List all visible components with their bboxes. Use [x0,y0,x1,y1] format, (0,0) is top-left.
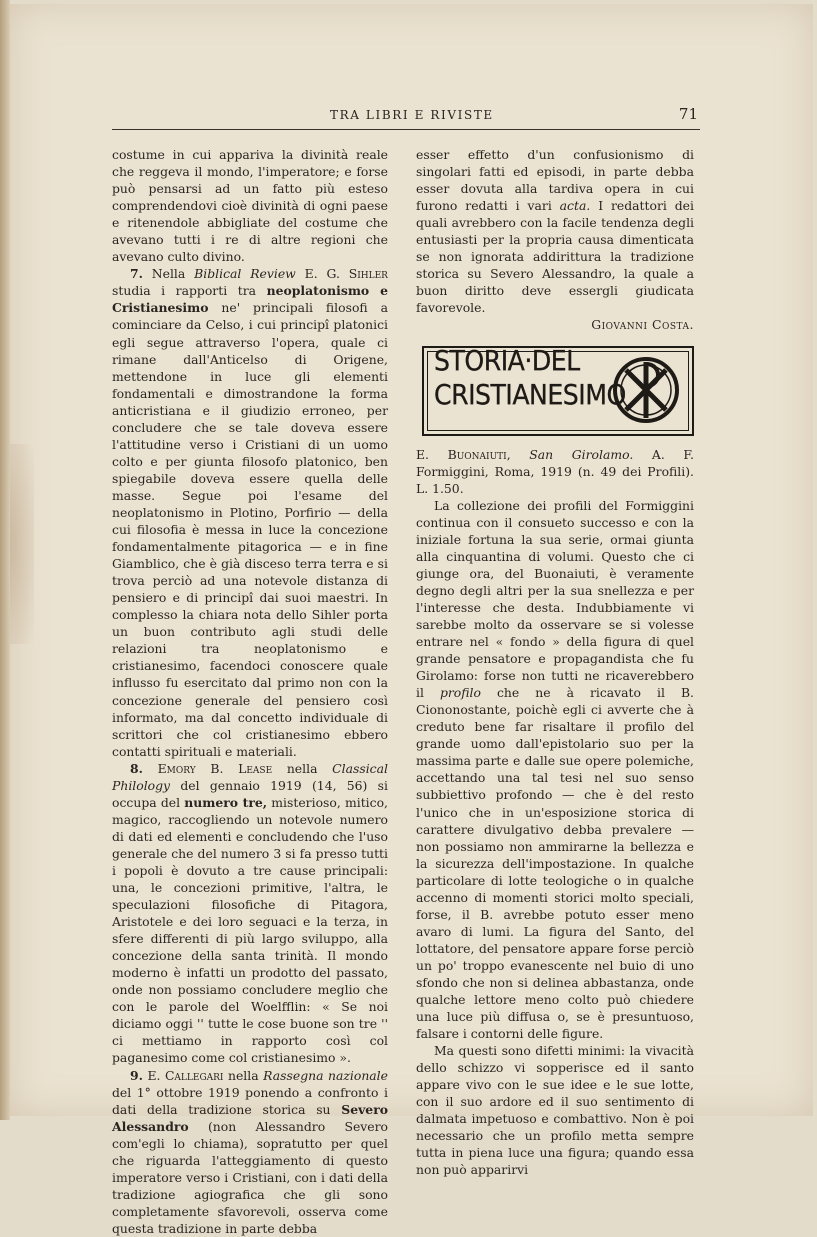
review-paragraph [416,497,694,1043]
review-item-9 [112,1067,388,1237]
woodcut-title-line1: STORIA·DEL [434,343,580,377]
book-reference [416,446,694,497]
review-paragraph: Ma questi sono difetti minimi: la vivacità dello schizzo vi sopperisce ed il santo appare vivo con le sue idee e le sue lotte, con il suo ardore ed il suo sentimento di dalmata impetuoso e combattivo. Non è poi necessario che un profilo metta sempre tutta in piena luce una figura; quando essa non può apparirvi [416,1043,694,1178]
topic: numero tre, [184,794,268,810]
book-title: San Girolamo. [529,446,634,462]
author-name: E. Callegari [147,1067,224,1083]
item-number: 7. [130,266,143,282]
text: (non Alessandro Severo com'egli lo chiama), sopratutto per quel che riguarda l'atteggiamento di questo imperatore verso i Cristiani, con i dati della tradizione agiografica che gli sono completamente sfavorevoli, osserva come questa tradizione in parte debba [112,1118,388,1236]
right-column [416,146,694,1179]
text: studia i rapporti tra [112,283,257,299]
text: nella [286,760,318,776]
author-name: Emory B. Lease [157,760,273,776]
book-imprint: A. F. Formiggini, Roma, 1919 (n. 49 dei Profili). L. 1.50. [416,446,694,496]
text: nella [227,1067,259,1083]
journal-title: Classical Philology [112,760,388,793]
topic: neoplatonismo e Cristianesimo [112,283,388,316]
item-number: 9. [130,1067,143,1083]
text: del gennaio 1919 (14, 56) si occupa del [112,777,388,810]
topic: Severo Alessandro [112,1101,388,1134]
page-number: 71 [678,105,698,123]
chi-rho-icon [612,356,680,424]
italic-term: profilo [439,685,481,701]
text: del 1° ottobre 1919 ponendo a confronto i dati della tradizione storica su [112,1084,388,1117]
text: che ne à ricavato il B. Ciononostante, poichè egli ci avverte che à creduto bene far risaltare il profilo del grande uomo dall'epistolario suo per la massima parte e dalle sue opere polemiche, accettando una tal tesi nel suo senso subbiettivo profondo — che è del resto l'unico che in un'esposizione storica di carattere divulgativo debba prevalere — non possiamo non ammirarne la bellezza e la sicurezza dell'impostazione. In qualche particolare di lotte teologiche o in qualche accenno di momenti storici molto speciali, forse, il B. avrebbe potuto esser meno avaro di lumi. La figura del Santo, del lottatore, del pensatore appare forse perciò un po' troppo evanescente nel buio di uno sfondo che non si delinea abbastanza, onde qualche lettore meno colto può chiedere una luce più diffusa o, se è presuntuoso, falsare i contorni delle figure. [416,685,694,1042]
left-column [112,146,388,1237]
text: I redattori dei quali avrebbero con la facile tendenza degli entusiasti per la propria causa dimenticata se non ignorata addirittura la tradizione storica su Severo Alessandro, la quale a buon diritto deve essergli giudicata favorevole. [416,198,694,316]
woodcut-title-line2: CRISTIANESIMO [434,377,626,411]
journal-title: Rassegna nazionale [263,1067,388,1083]
woodcut-banner [422,343,694,436]
text: esser effetto d'un confusionismo di singolari fatti ed episodi, in parte debba esser dovuta alla tardiva opera in cui furono redatti i vari [416,147,694,214]
paragraph-continuation: costume in cui appariva la divinità reale che reggeva il mondo, l'imperatore; e forse può pensarsi ad un fatto più esteso comprendendovi cioè divinità di ogni paese e ritenendole abbigliate del costume che avevano tutti i re di altre regioni che avevano culto divino. [112,147,388,265]
author-name: E. G. Sihler [304,266,388,282]
paragraph-continuation [416,146,694,316]
page-header [112,105,700,128]
review-item-7 [112,265,388,759]
page-edge [0,0,10,1120]
italic-term: acta. [559,198,591,214]
signature: Giovanni Costa. [591,317,694,333]
review-item-8 [112,760,388,1067]
item-number: 8. [130,760,143,776]
journal-title: Biblical Review [194,266,296,282]
text: La collezione dei profili del Formiggini continua con il consueto successo e con la iniziale fortuna la sua serie, ormai giunta alla cinquantina di volumi. Questo che ci giunge ora, del Buonaiuti, è veramente degno degli altri per la sua snellezza e per l'interesse che desta. Indubbiamente vi sarebbe molto da osservare se si volesse entrare nel « fondo » della figura di quel grande pensatore e propagandista che fu Girolamo: forse non tutti ne ricaverebbero il [416,497,694,701]
running-title: TRA LIBRI E RIVISTE [330,108,494,122]
text: ne' principali filosofi a cominciare da Celso, i cui principî platonici egli segue attraverso l'opera, quale ci rimane dall'Anticelso di Origene, mettendone in luce gli elementi fondamentali e dimostrandone la forma anticristiana e il giudizio erroneo, per concludere che se tale doveva essere l'attitudine verso i Cristiani di un uomo colto e per giunta filosofo platonico, ben spiegabile doveva essere quella delle masse. Segue poi l'esame del neoplatonismo in Plotino, Porfirio — della cui filosofia è messa in luce la concezione fondamentalmente pitagorica — e in fine Giamblico, che è già disceso terra terra e si trova perciò ad una notevole distanza di pensiero e di principî dai suoi maestri. In complesso la chiara nota dello Sihler porta un buon contributo agli studi delle relazioni tra neoplatonismo e cristianesimo, facendoci conoscere quale influsso fu esercitato dal primo non con la concezione generale del pensiero così informato, ma dal concetto individuale di scrittori che col cristianesimo ebbero contatti spirituali e materiali. [112,300,388,759]
header-rule [112,129,700,130]
book-author: E. Buonaiuti, [416,446,511,462]
text: misterioso, mitico, magico, raccogliendo un notevole numero di dati ed elementi e concludendo che l'uso generale che del numero 3 si fa presso tutti i popoli è dovuto a tre cause principali: una, le concezioni primitive, l'altra, le speculazioni filosofiche di Pitagora, Aristotele e dei loro seguaci e la terza, in sfere differenti di più largo sviluppo, alla concezione della santa trinità. Il mondo moderno è infatti un prodotto del passato, onde non possiamo concludere meglio che con le parole del Woelfflin: « Se noi diciamo oggi '' tutte le cose buone son tre '' ci mettiamo in rapporto così col paganesimo come col cristianesimo ». [112,794,388,1066]
text: Nella [151,266,186,282]
page-stain [10,444,34,644]
